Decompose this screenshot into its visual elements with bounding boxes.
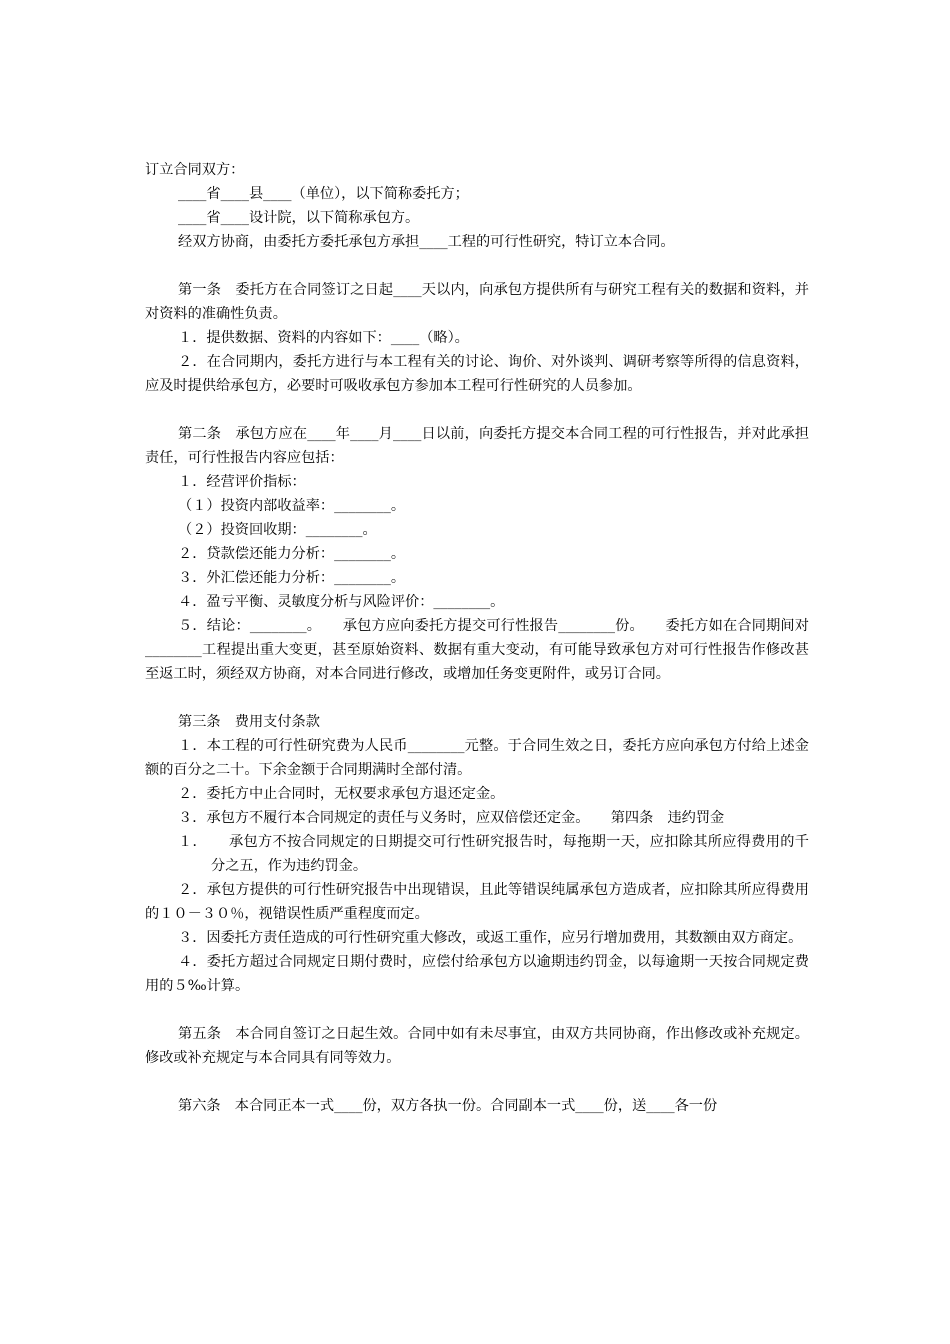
article-4-item-3: ３．因委托方责任造成的可行性研究重大修改，或返工重作，应另行增加费用，其数额由双方商定。 xyxy=(178,930,803,946)
parties-heading: 订立合同双方： xyxy=(145,162,245,178)
article-1-item-1: １．提供数据、资料的内容如下：____（略）。 xyxy=(178,330,469,346)
article-4-item-4: ４．委托方超过合同规定日期付费时，应偿付给承包方以逾期违约罚金，以每逾期一天按合同规定费用的５‰计算。 xyxy=(145,954,809,994)
article-4-item-2: ２．承包方提供的可行性研究报告中出现错误，且此等错误纯属承包方造成者，应扣除其所应得费用的１０－３０％，视错误性质严重程度而定。 xyxy=(145,882,809,922)
article-2-subitem-1: （１）投资内部收益率：________。 xyxy=(178,498,406,514)
client-party-line: ____省____县____（单位），以下简称委托方； xyxy=(178,186,469,202)
article-5: 第五条 本合同自签订之日起生效。合同中如有未尽事宜，由双方共同协商，作出修改或补充规定。修改或补充规定与本合同具有同等效力。 xyxy=(145,1026,809,1066)
article-3: 第三条 费用支付条款 xyxy=(178,714,320,730)
paragraph-gap xyxy=(145,686,809,710)
article-2-item-3: ３．外汇偿还能力分析：________。 xyxy=(178,570,406,586)
article-3-item-3: ３．承包方不履行本合同规定的责任与义务时，应双倍偿还定金。 第四条 违约罚金 xyxy=(178,810,725,826)
article-2: 第二条 承包方应在____年____月____日以前，向委托方提交本合同工程的可行性报告，并对此承担责任，可行性报告内容应包括： xyxy=(145,426,809,466)
paragraph-gap xyxy=(145,998,809,1022)
article-2-item-1: １．经营评价指标： xyxy=(178,474,306,490)
article-3-item-1: １．本工程的可行性研究费为人民币________元整。于合同生效之日，委托方应向承包方付给上述金额的百分之二十。下余金额于合同期满时全部付清。 xyxy=(145,738,809,778)
article-3-item-2: ２．委托方中止合同时，无权要求承包方退还定金。 xyxy=(178,786,505,802)
article-6: 第六条 本合同正本一式____份，双方各执一份。合同副本一式____份，送____各一份 xyxy=(178,1098,718,1114)
article-1: 第一条 委托方在合同签订之日起____天以内，向承包方提供所有与研究工程有关的数据和资料，并对资料的准确性负责。 xyxy=(145,282,809,322)
paragraph-gap xyxy=(145,398,809,422)
article-2-item-4: ４．盈亏平衡、灵敏度分析与风险评价：________。 xyxy=(178,594,505,610)
article-4-item-1: １． 承包方不按合同规定的日期提交可行性研究报告时，每拖期一天，应扣除其所应得费用的千分之五，作为违约罚金。 xyxy=(178,834,809,874)
article-2-item-2: ２．贷款偿还能力分析：________。 xyxy=(178,546,406,562)
article-2-subitem-2: （２）投资回收期：________。 xyxy=(178,522,377,538)
paragraph-gap xyxy=(145,1070,809,1094)
article-2-item-5: ５．结论：________。 承包方应向委托方提交可行性报告________份。 委托方如在合同期间对________工程提出重大变更，甚至原始资料、数据有重大变动，有可能导致承包方对可行性报告作修改甚至返工时，须经双方协商，对本合同进行修改，或增加任务变更附件，或另订合同。 xyxy=(145,618,809,682)
preamble: 经双方协商，由委托方委托承包方承担____工程的可行性研究，特订立本合同。 xyxy=(178,234,675,250)
paragraph-gap xyxy=(145,254,809,278)
document-page xyxy=(145,158,809,1118)
article-1-item-2: ２．在合同期内，委托方进行与本工程有关的讨论、询价、对外谈判、调研考察等所得的信息资料，应及时提供给承包方，必要时可吸收承包方参加本工程可行性研究的人员参加。 xyxy=(145,354,809,394)
contractor-party-line: ____省____设计院，以下简称承包方。 xyxy=(178,210,420,226)
